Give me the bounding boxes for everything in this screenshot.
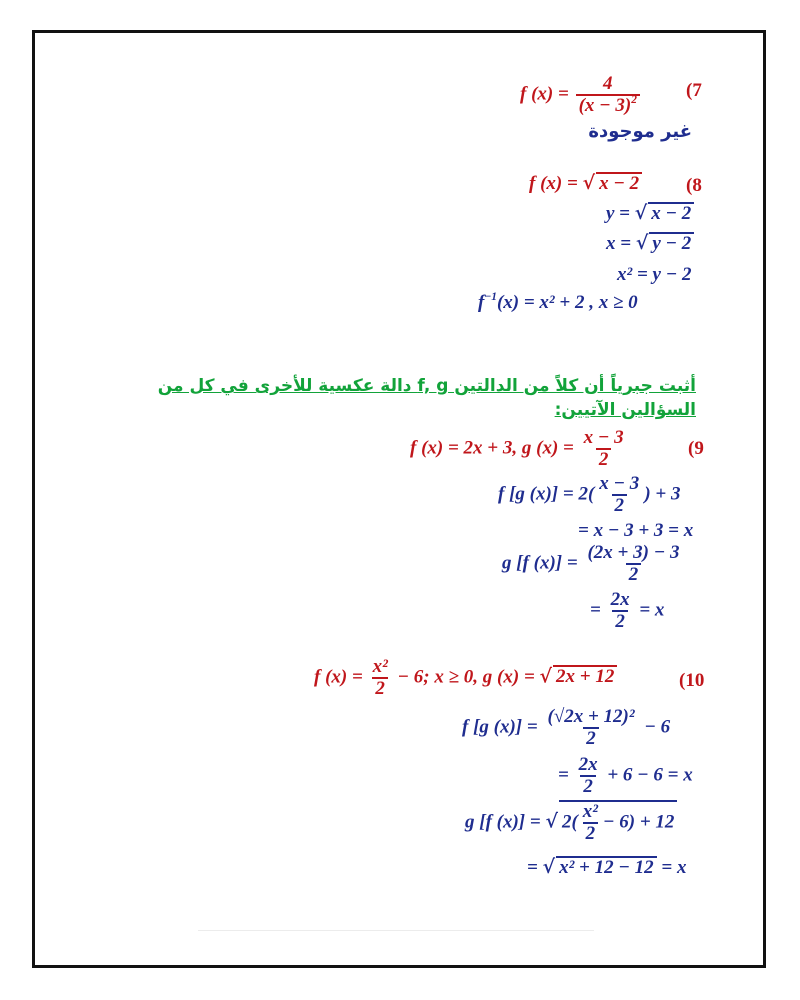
problem-9-line-b2: = $\frac{2x}{2}$ = x [590, 589, 665, 632]
problem-9-line-a1: f [g (x)] = 2( $\frac{x - 3}{2}$ ) + 3 [498, 473, 681, 516]
problem-7-equation: f (x) = $\frac{4}{(x - 3)^2}$ [520, 74, 642, 116]
problem-8-line-1: f (x) = √ x − 2 [529, 172, 642, 195]
problem-10-line-a1: f [g (x)] = $\frac{\text{(√2x + 12)²}}{2}$ − 6 [462, 706, 671, 749]
problem-7-answer: غير موجودة [588, 121, 692, 142]
bottom-divider [198, 930, 594, 931]
problem-8-line-4: x² = y − 2 [617, 264, 692, 285]
problem-9-number: (9 [688, 438, 704, 459]
problem-9-equation: f (x) = 2x + 3, g (x) = $\frac{x - 3}{2}$ [410, 427, 624, 470]
problem-9-line-b1: g [f (x)] = $\frac{(2x + 3) - 3}{2}$ [502, 542, 680, 585]
problem-7-number: (7 [686, 80, 702, 101]
problem-10-line-b2: = √ x² + 12 − 12 = x [527, 856, 687, 878]
problem-8-line-5: $f^{-1}(x) = x^2 + 2$ , x ≥ 0 [478, 291, 638, 313]
problem-8-line-3: x = √ y − 2 [606, 232, 694, 255]
problem-10-line-b1: g [f (x)] = √ 2( $\frac{\text{x²}}{2}$ − 6) + 12 [465, 800, 677, 844]
problem-10-equation: f (x) = $\frac{\text{x²}}{2}$ − 6; x ≥ 0, g (x) = √ 2x + 12 [314, 657, 617, 699]
problem-10-number: (10 [679, 670, 705, 691]
problem-8-line-2: y = √ x − 2 [606, 202, 694, 225]
instruction-text: أثبت جبرياً أن كلاً من الدالتين f, g دالة عكسية للأخرى في كل من السؤالين الآتيين: [157, 376, 696, 420]
problem-8-number: (8 [686, 175, 702, 196]
problem-9-line-a2: = x − 3 + 3 = x [578, 520, 694, 541]
problem-10-line-a2: = $\frac{2x}{2}$ + 6 − 6 = x [558, 754, 693, 797]
